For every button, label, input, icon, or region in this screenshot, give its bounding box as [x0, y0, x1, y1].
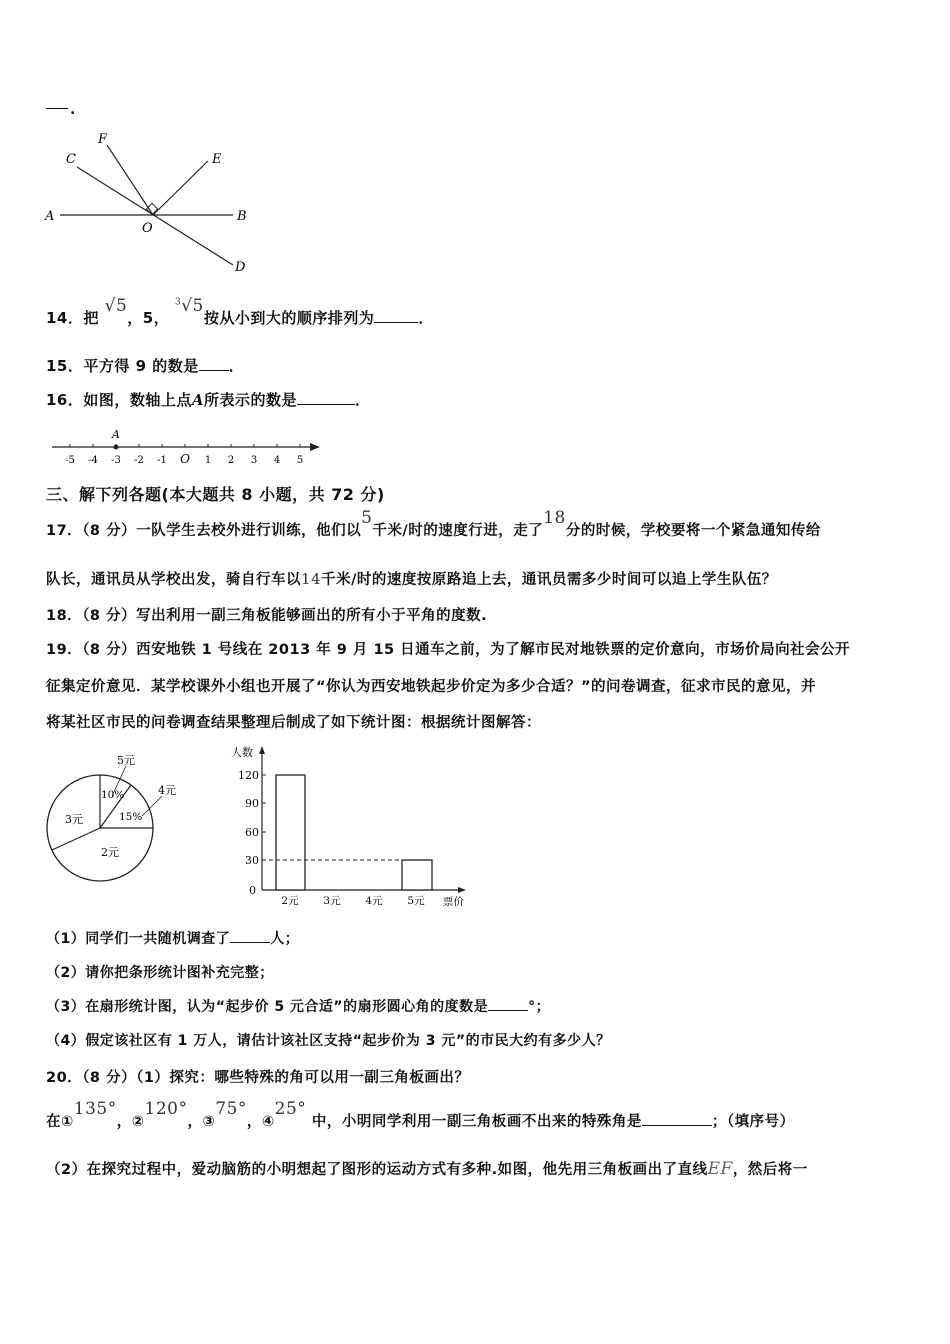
pie-label-3yuan: 3元 [65, 813, 83, 826]
pie-label-2yuan: 2元 [101, 846, 119, 859]
question-19-sub2: （2）请你把条形统计图补充完整； [46, 965, 274, 981]
pie-label-4yuan: 4元 [158, 784, 176, 797]
svg-text:-5: -5 [65, 455, 75, 466]
answer-blank-q16[interactable] [297, 390, 355, 405]
bar-5yuan [402, 860, 432, 890]
question-19-sub1: （1）同学们一共随机调查了 人； [46, 928, 299, 948]
answer-blank-20-1[interactable] [642, 1111, 712, 1126]
question-14: 14．把 √5，5， $^3$√5按从小到大的顺序排列为 ． [46, 296, 434, 327]
angle-figure [40, 125, 270, 280]
svg-text:90: 90 [245, 797, 259, 810]
y-axis-label: 人数 [231, 746, 253, 759]
period: . [70, 102, 76, 118]
pie-pct-15: 15% [119, 811, 143, 823]
question-16: 16．如图，数轴上点A所表示的数是 ． [46, 391, 371, 409]
question-19-sub3: （3）在扇形统计图，认为“起步价 5 元合适”的扇形圆心角的度数是 °； [46, 996, 550, 1016]
question-19-line3: 将某社区市民的问卷调查结果整理后制成了如下统计图：根据统计图解答： [46, 715, 541, 731]
answer-blank-q14[interactable] [374, 308, 418, 323]
svg-text:60: 60 [245, 826, 259, 839]
question-15: 15．平方得 9 的数是 ． [46, 357, 245, 375]
answer-blank-19-3[interactable] [488, 996, 528, 1011]
section-heading: 三、解下列各题(本大题共 8 小题，共 72 分) [46, 485, 385, 504]
question-20-line1: 20．（8 分）（1）探究：哪些特殊的角可以用一副三角板画出？ [46, 1070, 470, 1086]
number-line [48, 425, 328, 470]
pie-label-5yuan: 5元 [117, 754, 135, 767]
label-A: A [45, 209, 55, 224]
bar-2yuan [276, 775, 305, 890]
question-19-line2: 征集定价意见．某学校课外小组也开展了“你认为西安地铁起步价定为多少合适？”的问卷调查，征求市民的意见，并 [46, 679, 817, 695]
label-O: O [142, 221, 153, 236]
label-F: F [98, 132, 108, 147]
answer-blank-19-1[interactable] [230, 928, 270, 943]
point-A-marker [114, 445, 119, 450]
svg-text:30: 30 [245, 854, 259, 867]
svg-text:3: 3 [250, 455, 258, 466]
svg-text:4元: 4元 [365, 895, 383, 907]
svg-text:0: 0 [249, 884, 256, 897]
svg-text:-1: -1 [157, 455, 167, 466]
svg-text:-2: -2 [134, 455, 144, 466]
question-18: 18．（8 分）写出利用一副三角板能够画出的所有小于平角的度数. [46, 608, 488, 624]
svg-text:1: 1 [204, 455, 212, 466]
svg-text:2元: 2元 [281, 895, 299, 907]
sqrt-5: √5 [104, 296, 128, 316]
question-20-line3: （2）在探究过程中，爱动脑筋的小明想起了图形的运动方式有多种.如图，他先用三角板画出了直线EF，然后将一 [46, 1159, 808, 1179]
label-E: E [212, 152, 222, 167]
svg-text:-4: -4 [88, 455, 98, 466]
question-20-line2: 在①135°，②120°，③75°，④25° 中，小明同学利用一副三角板画不出来的特殊角是 ；（填序号） [46, 1099, 795, 1130]
svg-text:120: 120 [238, 769, 259, 782]
question-17-line2: 队长，通讯员从学校出发，骑自行车以14千米/时的速度按原路追上去，通讯员需多少时间可以追上学生队伍？ [46, 570, 777, 588]
label-C: C [66, 152, 76, 167]
svg-text:5: 5 [296, 455, 304, 466]
pie-chart [40, 748, 200, 888]
svg-text:3元: 3元 [323, 895, 341, 907]
svg-text:4: 4 [273, 455, 281, 466]
question-19-sub4: （4）假定该社区有 1 万人，请估计该社区支持“起步价为 3 元”的市民大约有多少人？ [46, 1033, 611, 1049]
label-B: B [237, 209, 247, 224]
svg-text:O: O [180, 452, 190, 466]
pie-pct-10: 10% [101, 789, 125, 801]
svg-text:-3: -3 [111, 455, 121, 466]
label-D: D [235, 260, 246, 275]
answer-blank-q15[interactable] [199, 356, 229, 371]
svg-text:5元: 5元 [407, 895, 425, 907]
point-A-label: A [112, 428, 120, 441]
svg-text:2: 2 [227, 455, 235, 466]
answer-blank-q13[interactable] [46, 108, 68, 109]
bar-chart [225, 742, 475, 912]
question-19-line1: 19．（8 分）西安地铁 1 号线在 2013 年 9 月 15 日通车之前，为了解市民对地铁票的定价意向，市场价局向社会公开 [46, 642, 851, 658]
cbrt-5: $^3$√5 [174, 296, 204, 316]
x-axis-label: 票价 [443, 896, 464, 908]
question-17-line1: 17．（8 分）一队学生去校外进行训练，他们以5千米/时的速度行进，走了18分的时候，学校要将一个紧急通知传给 [46, 508, 821, 539]
